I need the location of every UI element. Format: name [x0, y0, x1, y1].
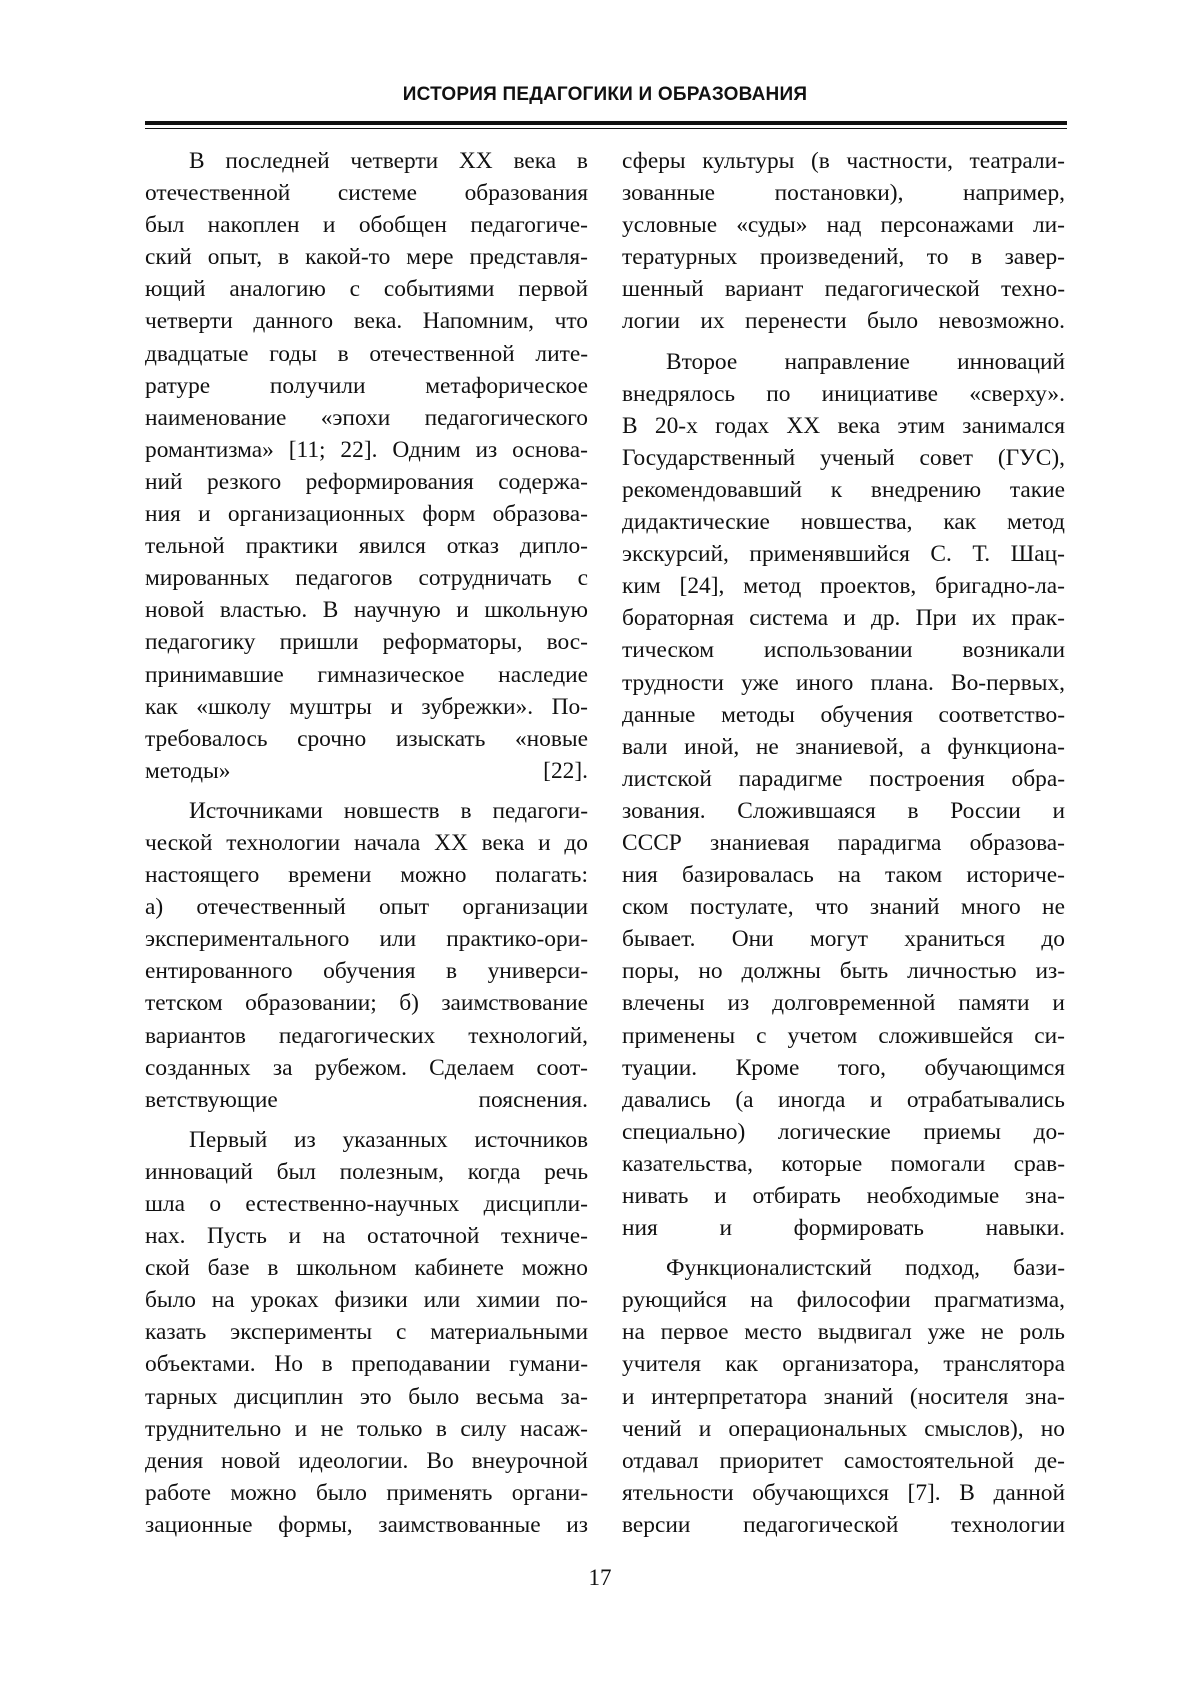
text-line: а) отечественный опыт организации — [145, 894, 588, 921]
text-line: Первый из указанных источников — [189, 1126, 588, 1153]
text-line: нах. Пусть и на остаточной техниче- — [145, 1223, 588, 1250]
text-line: учителя как организатора, транслятора — [622, 1351, 1065, 1378]
text-line: четверти данного века. Напомним, что — [145, 308, 588, 335]
text-line: бораторная система и др. При их прак- — [622, 605, 1065, 632]
text-line: листской парадигме построения обра- — [622, 765, 1065, 792]
text-line: давались (а иногда и отрабатывались — [622, 1086, 1065, 1113]
text-line: принимавшие гимназическое наследие — [145, 661, 588, 688]
text-line: ний резкого реформирования содержа- — [145, 468, 588, 495]
text-line: условные «суды» над персонажами ли- — [622, 212, 1065, 239]
text-line: данные методы обучения соответство- — [622, 701, 1065, 728]
text-line: мированных педагогов сотрудничать с — [145, 565, 588, 592]
text-line: как «школу муштры и зубрежки». По- — [145, 693, 588, 720]
text-line: отечественной системе образования — [145, 180, 588, 207]
text-line: ющий аналогию с событиями первой — [145, 276, 588, 303]
text-line: на первое место выдвигал уже не роль — [622, 1319, 1065, 1346]
text-line: СССР знаниевая парадигма образова- — [622, 829, 1065, 856]
text-line: ния базировалась на таком историче- — [622, 862, 1065, 889]
text-line: поры, но должны быть личностью из- — [622, 958, 1065, 985]
text-line: логии их перенести было невозможно. — [622, 308, 1065, 335]
text-line: труднительно и не только в силу насаж- — [145, 1415, 588, 1442]
text-line: Источниками новшеств в педагоги- — [189, 797, 588, 824]
text-line: Функционалистский подход, бази- — [666, 1255, 1065, 1282]
text-line: версии педагогической технологии — [622, 1511, 1065, 1538]
text-line: дения новой идеологии. Во внеурочной — [145, 1447, 588, 1474]
text-line: дидактические новшества, как метод — [622, 509, 1065, 536]
text-line: наименование «эпохи педагогического — [145, 404, 588, 431]
text-line: инноваций был полезным, когда речь — [145, 1158, 588, 1185]
text-line: ской базе в школьном кабинете можно — [145, 1255, 588, 1282]
running-title: ИСТОРИЯ ПЕДАГОГИКИ И ОБРАЗОВАНИЯ — [402, 84, 808, 105]
header-rule-thin — [145, 128, 1067, 129]
text-line: педагогику пришли реформаторы, вос- — [145, 629, 588, 656]
text-line: и интерпретатора знаний (носителя зна- — [622, 1383, 1065, 1410]
text-line: ском постулате, что знаний много не — [622, 894, 1065, 921]
text-line: новой властью. В научную и школьную — [145, 597, 588, 624]
text-line: романтизма» [11; 22]. Одним из основа- — [145, 436, 588, 463]
text-line: В последней четверти ХХ века в — [189, 148, 588, 174]
text-line: созданных за рубежом. Сделаем соот- — [145, 1054, 588, 1081]
text-line: тарных дисциплин это было весьма за- — [145, 1383, 588, 1410]
text-line: вариантов педагогических технологий, — [145, 1022, 588, 1049]
text-line: сферы культуры (в частности, театрали- — [622, 148, 1065, 174]
text-line: В 20-х годах ХХ века этим занимался — [622, 412, 1065, 439]
text-line: ентированного обучения в универси- — [145, 958, 588, 985]
text-line: Второе направление инноваций — [666, 348, 1065, 375]
paragraph — [622, 346, 1065, 1245]
text-line: влечены из долговременной памяти и — [622, 990, 1065, 1017]
text-line: тическом использовании возникали — [622, 637, 1065, 664]
text-line: применены с учетом сложившейся си- — [622, 1022, 1065, 1049]
page-number: 17 — [588, 1565, 612, 1590]
text-line: специально) логические приемы до- — [622, 1118, 1065, 1145]
text-line: зования. Сложившаяся в России и — [622, 797, 1065, 824]
text-line: нивать и отбирать необходимые зна- — [622, 1183, 1065, 1209]
text-line: настоящего времени можно полагать: — [145, 862, 588, 889]
text-line: ния и организационных форм образова- — [145, 501, 588, 528]
text-line: рующийся на философии прагматизма, — [622, 1287, 1065, 1314]
text-line: чений и операциональных смыслов), но — [622, 1415, 1065, 1442]
text-line: шенный вариант педагогической техно- — [622, 276, 1065, 303]
text-line: Государственный ученый совет (ГУС), — [622, 444, 1065, 471]
paragraph — [622, 145, 1065, 338]
text-line: ратуре получили метафорическое — [145, 372, 588, 399]
header-rule-thick — [145, 121, 1067, 125]
text-line: бывает. Они могут храниться до — [622, 926, 1065, 953]
text-line: тературных произведений, то в завер- — [622, 244, 1065, 271]
text-line: туации. Кроме того, обучающимся — [622, 1054, 1065, 1081]
text-line: требовалось срочно изыскать «новые — [145, 725, 588, 752]
text-line: вали иной, не знаниевой, а функциона- — [622, 733, 1065, 760]
text-line: внедрялось по инициативе «сверху». — [622, 380, 1065, 407]
paragraph — [622, 1252, 1065, 1541]
paragraph — [145, 1124, 588, 1541]
text-line: ческой технологии начала ХХ века и до — [145, 829, 588, 856]
text-line: зованные постановки), например, — [622, 180, 1065, 207]
text-line: экспериментального или практико-ори- — [145, 926, 588, 953]
text-line: казательства, которые помогали срав- — [622, 1150, 1065, 1177]
paragraph — [145, 795, 588, 1116]
text-line: зационные формы, заимствованные из — [145, 1511, 588, 1538]
text-line: методы» [22]. — [145, 757, 588, 784]
text-line: ский опыт, в какой-то мере представля- — [145, 244, 588, 271]
text-line: работе можно было применять органи- — [145, 1479, 588, 1506]
text-line: шла о естественно-научных дисципли- — [145, 1191, 588, 1217]
text-line: ния и формировать навыки. — [622, 1215, 1065, 1242]
text-line: был накоплен и обобщен педагогиче- — [145, 212, 588, 239]
paragraph — [145, 145, 588, 787]
text-line: объектами. Но в преподавании гумани- — [145, 1351, 588, 1378]
text-line: двадцатые годы в отечественной лите- — [145, 340, 588, 367]
text-line: было на уроках физики или химии по- — [145, 1287, 588, 1314]
text-line: отдавал приоритет самостоятельной де- — [622, 1447, 1065, 1474]
text-line: тетском образовании; б) заимствование — [145, 990, 588, 1017]
text-line: ятельности обучающихся [7]. В данной — [622, 1479, 1065, 1506]
text-line: ким [24], метод проектов, бригадно-ла- — [622, 573, 1065, 600]
text-line: рекомендовавший к внедрению такие — [622, 476, 1065, 503]
text-line: тельной практики явился отказ дипло- — [145, 533, 588, 560]
text-line: казать эксперименты с материальными — [145, 1319, 588, 1346]
text-line: ветствующие пояснения. — [145, 1086, 588, 1113]
text-line: трудности уже иного плана. Во-первых, — [622, 669, 1065, 696]
left-column — [145, 145, 588, 1541]
right-column — [622, 145, 1065, 1541]
text-line: экскурсий, применявшийся С. Т. Шац- — [622, 541, 1065, 568]
